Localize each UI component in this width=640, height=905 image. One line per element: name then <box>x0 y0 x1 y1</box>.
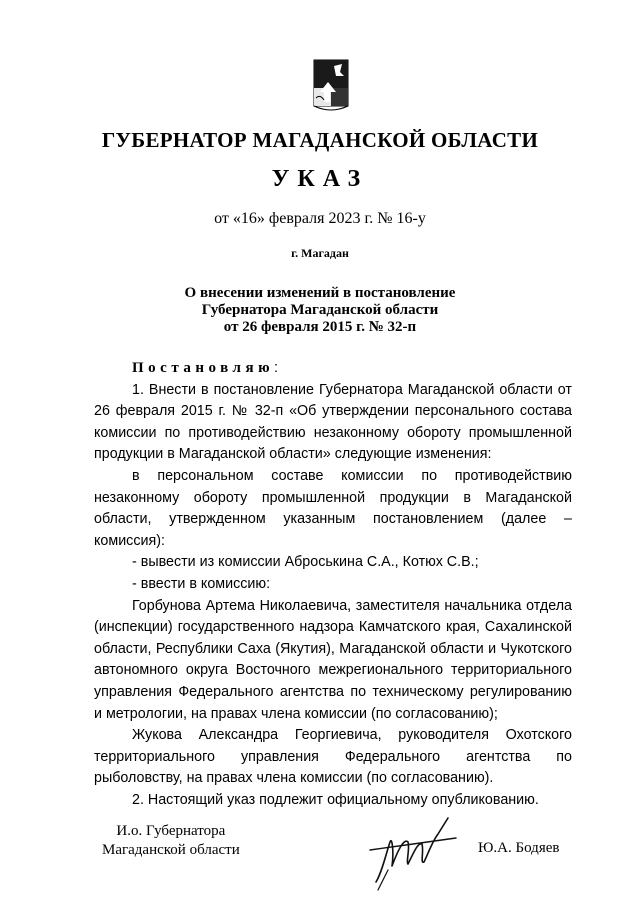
decree-verb <box>94 358 572 380</box>
handwritten-signature <box>368 812 458 892</box>
decree-verb-word: Постановляю <box>132 360 275 376</box>
subject-line: Губернатора Магаданской области <box>201 302 439 318</box>
body-paragraph: в персональном составе комиссии по противодействию незаконному обороту промышленной продукции в Магаданской области, утвержденном указанным постановлением (далее – комиссия): <box>94 467 572 549</box>
body-paragraph: - вывести из комиссии Аброськина С.А., Котюх С.В.; <box>132 554 479 571</box>
signatory-position-line: И.о. Губернатора <box>116 823 226 839</box>
decree-city: г. Магадан <box>291 246 349 260</box>
document-type-title: УКАЗ <box>271 166 369 192</box>
signatory-position-line: Магаданской области <box>102 842 240 858</box>
body-paragraph: 1. Внести в постановление Губернатора Магаданской области от 26 февраля 2015 г. № 32-п «Об утверждении персонального состава комиссии по противодействию незаконному обороту промышленной продукции в Магаданской области» следующие изменения: <box>94 381 572 463</box>
coat-of-arms-emblem <box>300 58 362 116</box>
body-paragraph: - ввести в комиссию: <box>132 575 271 592</box>
issuing-authority-title: ГУБЕРНАТОР МАГАДАНСКОЙ ОБЛАСТИ <box>101 128 539 152</box>
body-paragraph: Горбунова Артема Николаевича, заместителя начальника отдела (инспекции) государственного надзора Камчатского края, Сахалинской области, Республики Саха (Якутия), Магаданской области и Чукотского автономного округа Восточного межрегионального территориального управления Федерального агентства по техническому регулированию и метрологии, на правах члена комиссии (по согласованию); <box>94 597 572 722</box>
decree-verb-colon: : <box>274 360 279 376</box>
body-paragraph: 2. Настоящий указ подлежит официальному опубликованию. <box>132 791 539 808</box>
body-paragraph: Жукова Александра Георгиевича, руководителя Охотского территориального управления Федерального агентства по рыболовству, на правах члена комиссии (по согласованию). <box>94 727 572 787</box>
decree-subject <box>0 285 640 336</box>
decree-date-number: от «16» февраля 2023 г. № 16-у <box>214 210 426 227</box>
subject-line: от 26 февраля 2015 г. № 32-п <box>223 319 417 335</box>
decree-body <box>94 358 572 811</box>
signatory-name: Ю.А. Бодяев <box>478 840 560 856</box>
signatory-position <box>102 822 240 860</box>
subject-line: О внесении изменений в постановление <box>184 285 456 301</box>
